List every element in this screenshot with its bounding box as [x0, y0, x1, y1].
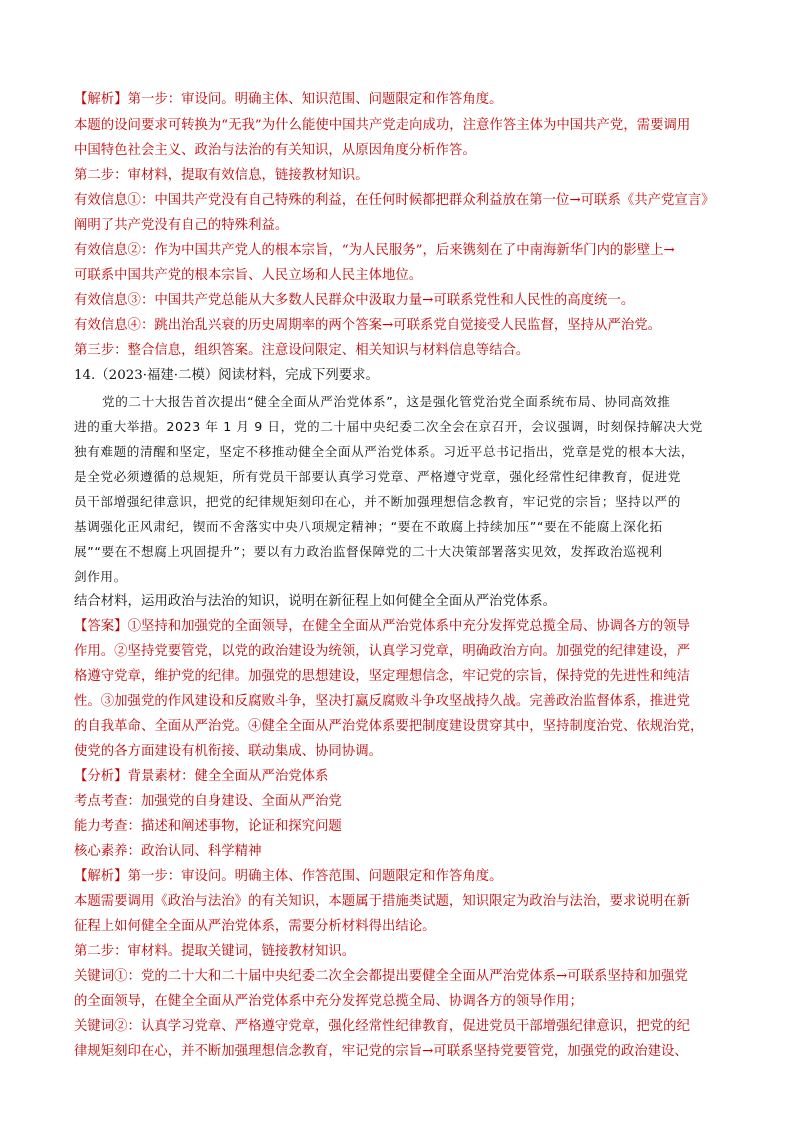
analysis-heading-2 — [74, 867, 734, 887]
answer-label: 【答案】 — [74, 619, 128, 634]
passage-line: 基调强化正风肃纪，锲而不舍落实中央八项规定精神；“要在不敢腐上持续加压”“要在不能腐上深化拓 — [74, 519, 663, 534]
step-three: 第三步：整合信息，组织答案。注意设问限定、相关知识与材料信息等结合。 — [74, 343, 530, 358]
analysis-heading-1 — [74, 90, 734, 110]
effective-info-2-cont: 可联系中国共产党的根本宗旨、人民立场和人民主体地位。 — [74, 268, 423, 283]
question-source: （2023·福建·二模）阅读材料，完成下列要求。 — [95, 368, 379, 383]
passage-line: 进的重大举措。2023 年 1 月 9 日，党的二十届中央纪委二次全会在京召开，会议强调，时刻保持解决大党 — [74, 419, 703, 434]
step-two: 第二步：审材料。提取关键词，链接教材知识。 — [74, 944, 356, 959]
question-prompt: 结合材料，运用政治与法治的知识，说明在新征程上如何健全全面从严治党体系。 — [74, 594, 557, 609]
answer-line: 性。③加强党的作风建设和反腐败斗争，坚决打赢反腐败斗争攻坚战持久战。完善政治监督体系，推进党 — [74, 694, 690, 709]
keyword-2: 关键词②：认真学习党章、严格遵守党章，强化经常性纪律教育，促进党员干部增强纪律意识，把党的纪 — [74, 1019, 690, 1034]
passage-line: 独有难题的清醒和坚定，坚定不移推动健全全面从严治党体系。习近平总书记指出，党章是党的根本大法， — [74, 444, 695, 459]
answer-line: 格遵守党章，维护党的纪律。加强党的思想建设，坚定理想信念，牢记党的宗旨，保持党的先进性和纯洁 — [74, 669, 690, 684]
analysis-paragraph: 征程上如何健全全面从严治党体系，需要分析材料得出结论。 — [74, 919, 436, 934]
jiexi-label-1: 【解析】 — [74, 92, 128, 107]
answer-line — [74, 617, 734, 637]
question-header — [74, 366, 734, 386]
passage-line: 剑作用。 — [74, 569, 127, 584]
kaodian-line: 考点考查：加强党的自身建设、全面从严治党 — [74, 794, 342, 809]
effective-info-4: 有效信息④：跳出治乱兴衰的历史周期率的两个答案→可联系党自觉接受人民监督，坚持从严治党。 — [74, 318, 662, 333]
answer-text: ①坚持和加强党的全面领导，在健全全面从严治党体系中充分发挥党总揽全局、协调各方的领导 — [127, 619, 690, 634]
passage-line: 是全党必须遵循的总规矩，所有党员干部要认真学习党章、严格遵守党章，强化经常性纪律教育，促进党 — [74, 469, 681, 484]
jiexi-text-1: 第一步：审设问。明确主体、知识范围、问题限定和作答角度。 — [127, 92, 503, 107]
fenxi-line — [74, 767, 734, 787]
answer-line: 的自我革命、全面从严治党。④健全全面从严治党体系要把制度建设贯穿其中，坚持制度治党、依规治党， — [74, 719, 704, 734]
fenxi-label: 【分析】 — [74, 769, 128, 784]
effective-info-1-cont: 阐明了共产党没有自己的特殊利益。 — [74, 218, 289, 233]
effective-info-1: 有效信息①：中国共产党没有自己特殊的利益，在任何时候都把群众利益放在第一位→可联系《共产党宣言》 — [74, 193, 715, 208]
effective-info-2: 有效信息②：作为中国共产党人的根本宗旨，“为人民服务”，后来镌刻在了中南海新华门内的影壁上→ — [74, 243, 675, 258]
jiexi-text-2: 第一步：审设问。明确主体、作答范围、问题限定和作答角度。 — [127, 869, 503, 884]
passage-line: 员干部增强纪律意识，把党的纪律规矩刻印在心，并不断加强理想信念教育，牢记党的宗旨；坚持以严的 — [74, 494, 681, 509]
analysis-paragraph: 中国特色社会主义、政治与法治的有关知识，从原因角度分析作答。 — [74, 143, 476, 158]
nengli-line: 能力考查：描述和阐述事物，论证和探究问题 — [74, 819, 342, 834]
jiexi-label-2: 【解析】 — [74, 869, 128, 884]
keyword-1: 关键词①：党的二十大和二十届中央纪委二次全会都提出要健全全面从严治党体系→可联系坚持和加强党 — [74, 969, 688, 984]
effective-info-3: 有效信息③：中国共产党总能从大多数人民群众中汲取力量→可联系党性和人民性的高度统一。 — [74, 293, 635, 308]
suyang-line: 核心素养：政治认同、科学精神 — [74, 844, 262, 859]
fenxi-text: 背景素材：健全全面从严治党体系 — [127, 769, 329, 784]
answer-line: 使党的各方面建设有机衔接、联动集成、协同协调。 — [74, 744, 382, 759]
keyword-2-cont: 律规矩刻印在心，并不断加强理想信念教育，牢记党的宗旨→可联系坚持党要管党，加强党的政治建设、 — [74, 1044, 688, 1059]
analysis-paragraph: 本题需要调用《政治与法治》的有关知识，本题属于措施类试题，知识限定为政治与法治，要求说明在新 — [74, 894, 690, 909]
keyword-1-cont: 的全面领导，在健全全面从严治党体系中充分发挥党总揽全局、协调各方的领导作用； — [74, 994, 583, 1009]
step-two: 第二步：审材料，提取有效信息，链接教材知识。 — [74, 168, 369, 183]
passage-line: 党的二十大报告首次提出“健全全面从严治党体系”，这是强化管党治党全面系统布局、协同高效推 — [102, 394, 671, 409]
passage-line: 展”“要在不想腐上巩固提升”；要以有力政治监督保障党的二十大决策部署落实见效，发挥政治巡视利 — [74, 544, 663, 559]
question-number: 14. — [74, 368, 96, 383]
analysis-paragraph: 本题的设问要求可转换为“无我”为什么能使中国共产党走向成功，注意作答主体为中国共产党，需要调用 — [74, 118, 691, 133]
answer-line: 作用。②坚持党要管党，以党的政治建设为统领，认真学习党章，明确政治方向。加强党的纪律建设，严 — [74, 644, 690, 659]
